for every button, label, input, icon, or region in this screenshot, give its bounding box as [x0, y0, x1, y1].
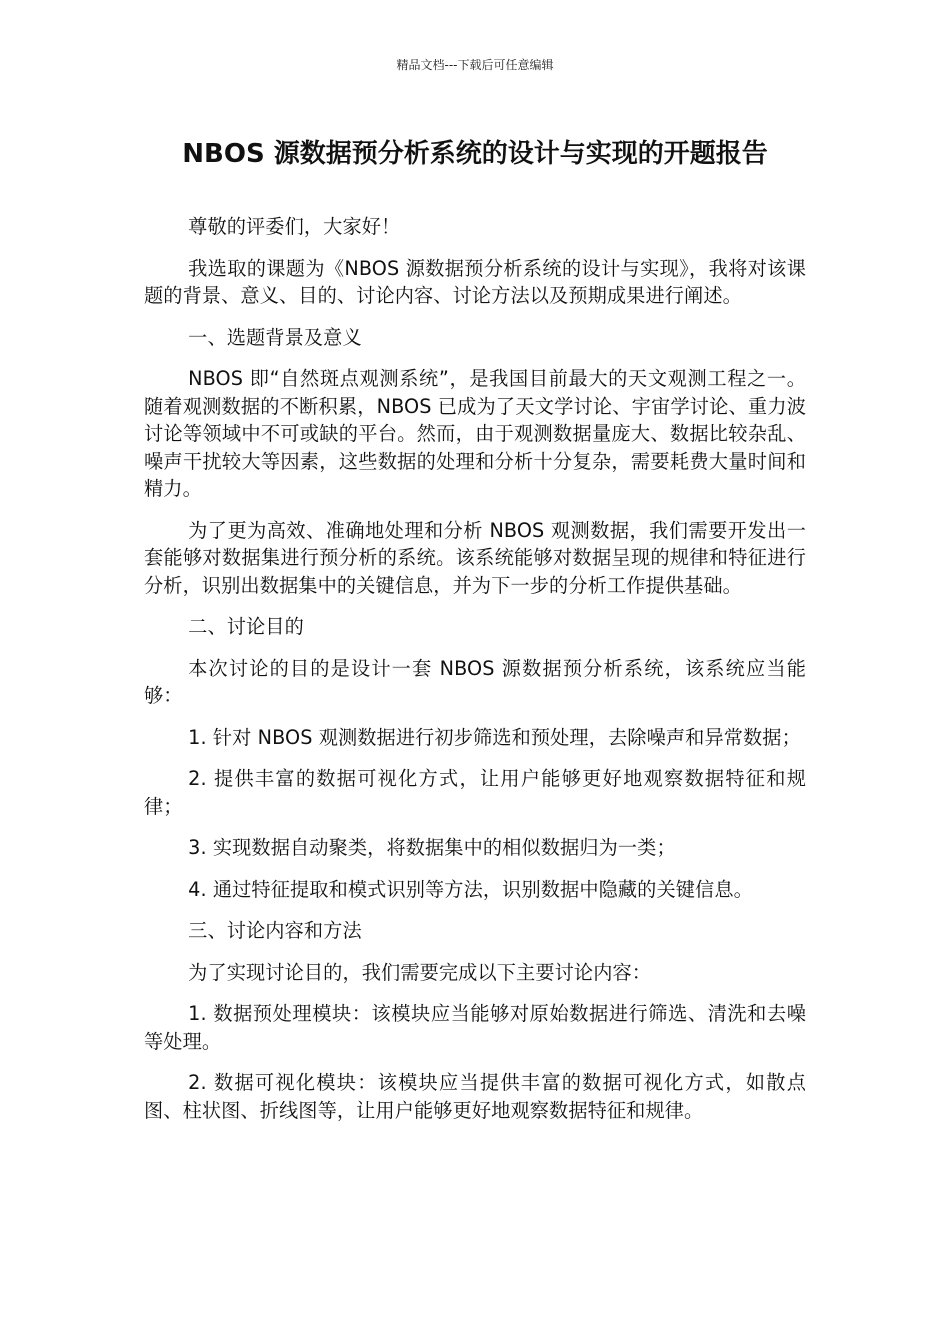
- purpose-item-3: 3. 实现数据自动聚类，将数据集中的相似数据归为一类；: [188, 836, 676, 859]
- page-header: 精品文档---下载后可任意编辑: [396, 58, 554, 72]
- background-paragraph-1: NBOS 即“自然斑点观测系统”，是我国目前最大的天文观测工程之一。随着观测数据的不断积累，NBOS 已成为了天文学讨论、宇宙学讨论、重力波讨论等领域中不可或缺的平台。然而，由于观测数据量庞大、数据比较杂乱、噪声干扰较大等因素，这些数据的处理和分析十分复杂，需要耗费大量时间和精力。: [144, 367, 806, 500]
- section-heading-content: 三、讨论内容和方法: [188, 919, 362, 942]
- greeting-paragraph: 尊敬的评委们，大家好！: [188, 215, 401, 238]
- content-paragraph: 为了实现讨论目的，我们需要完成以下主要讨论内容：: [188, 960, 652, 984]
- purpose-item-2: 2. 提供丰富的数据可视化方式，让用户能够更好地观察数据特征和规律；: [144, 767, 806, 818]
- intro-paragraph: 我选取的课题为《NBOS 源数据预分析系统的设计与实现》，我将对该课题的背景、意义、目的、讨论内容、讨论方法以及预期成果进行阐述。: [144, 256, 806, 307]
- content-item-2: 2. 数据可视化模块：该模块应当提供丰富的数据可视化方式，如散点图、柱状图、折线图等，让用户能够更好地观察数据特征和规律。: [144, 1071, 806, 1122]
- purpose-item-1: 1. 针对 NBOS 观测数据进行初步筛选和预处理，去除噪声和异常数据；: [188, 725, 801, 749]
- purpose-paragraph: 本次讨论的目的是设计一套 NBOS 源数据预分析系统，该系统应当能够：: [144, 656, 806, 707]
- content-item-1: 1. 数据预处理模块：该模块应当能够对原始数据进行筛选、清洗和去噪等处理。: [144, 1002, 806, 1053]
- purpose-item-4: 4. 通过特征提取和模式识别等方法，识别数据中隐藏的关键信息。: [188, 877, 753, 901]
- document-title: NBOS 源数据预分析系统的设计与实现的开题报告: [182, 139, 768, 169]
- background-paragraph-2: 为了更为高效、准确地处理和分析 NBOS 观测数据，我们需要开发出一套能够对数据集进行预分析的系统。该系统能够对数据呈现的规律和特征进行分析，识别出数据集中的关键信息，并为下一步的分析工作提供基础。: [144, 518, 806, 597]
- section-heading-purpose: 二、讨论目的: [188, 615, 304, 638]
- section-heading-background: 一、选题背景及意义: [188, 325, 362, 349]
- document-body: [144, 213, 806, 1138]
